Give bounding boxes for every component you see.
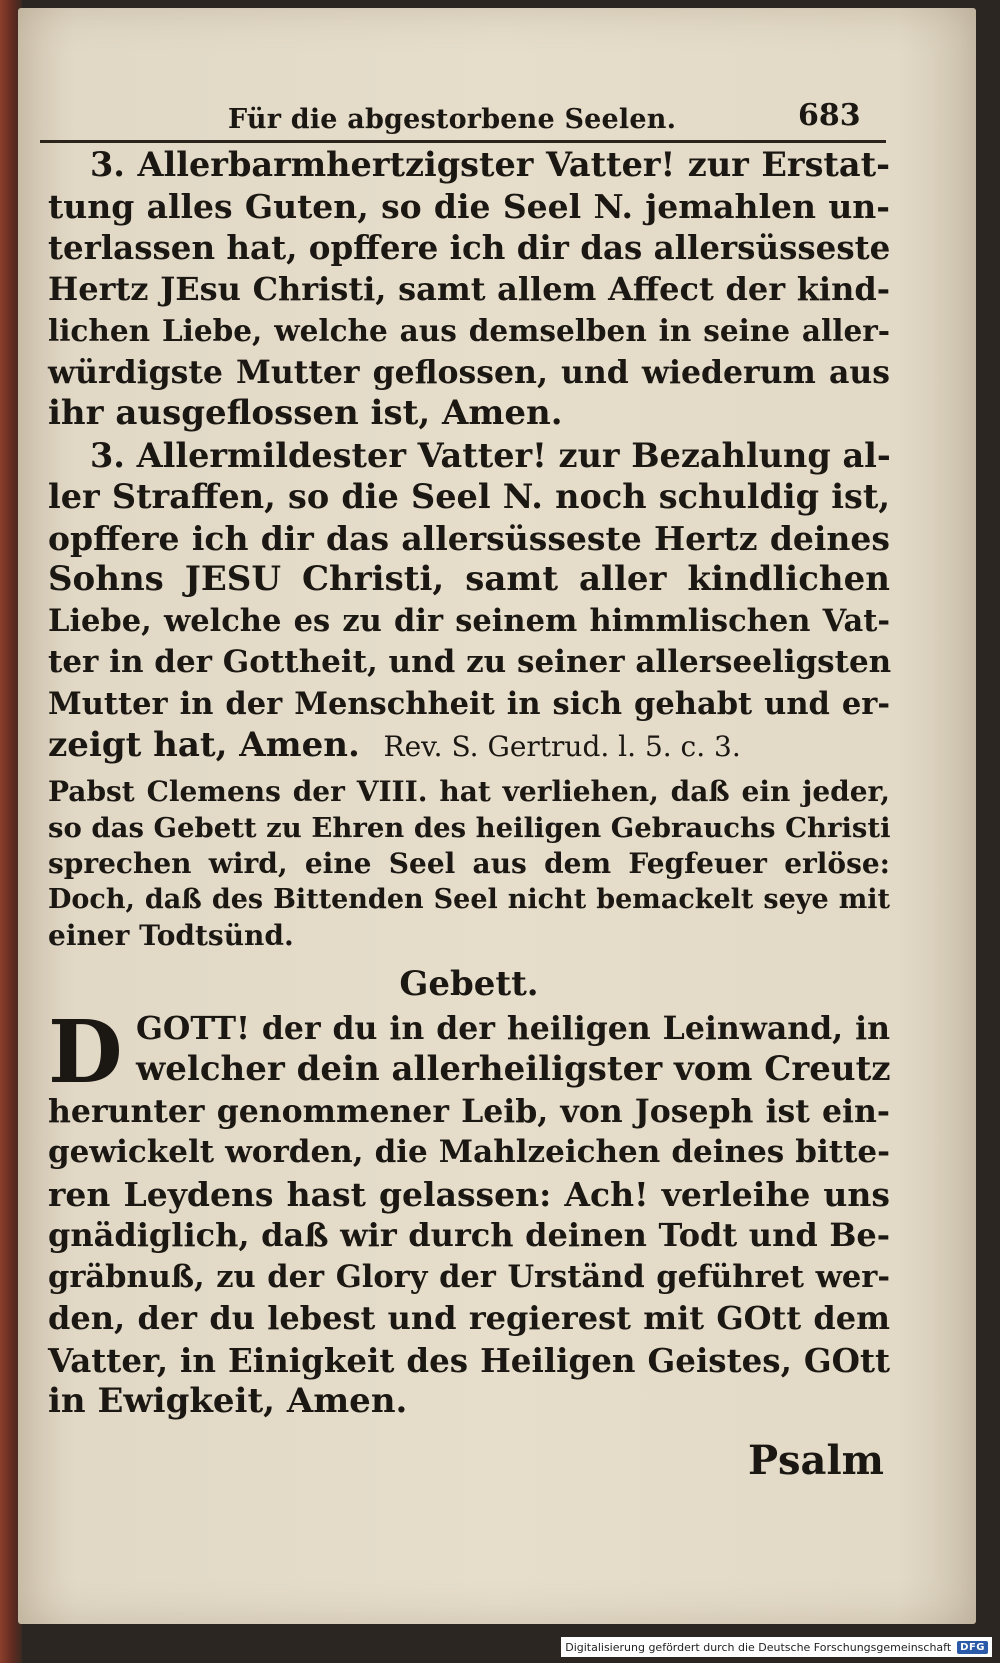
text-line: ihr ausgeflossen ist, Amen. [48, 393, 563, 433]
text-line: Mutter in der Menschheit in sich gehabt und er- [48, 685, 890, 722]
digitization-footer [561, 1637, 992, 1657]
footer-credit: Digitalisierung gefördert durch die Deutsche Forschungsgemeinschaft [565, 1640, 952, 1654]
prayer-line: GOTT! der du in der heiligen Leinwand, in [136, 1009, 890, 1047]
paragraph-2 [48, 435, 890, 768]
note-line: sprechen wird, eine Seel aus dem Fegfeuer erlöse: [48, 846, 890, 880]
text-line: Hertz JEsu Christi, samt allem Affect der kind- [48, 269, 890, 308]
prayer-line: gräbnuß, zu der Glory der Urständ geführet wer- [48, 1258, 890, 1295]
note-line: einer Todtsünd. [48, 918, 294, 952]
book-page [18, 8, 976, 1624]
text-line-with-reference [48, 725, 890, 768]
paragraph-1 [48, 144, 890, 435]
page-number: 683 [798, 98, 861, 133]
text-line: ter in der Gottheit, und zu seiner allerseeligsten [48, 644, 892, 680]
text-line: Sohns JESU Christi, samt aller kindlichen [48, 559, 890, 599]
text-line: ler Straffen, so die Seel N. noch schuldig ist, [48, 477, 890, 516]
note-line: Pabst Clemens der VIII. hat verliehen, daß ein jeder, [48, 774, 890, 808]
catchword: Psalm [747, 1436, 884, 1484]
text-line: zeigt hat, Amen. [48, 725, 360, 765]
header-rule [40, 140, 886, 143]
source-reference: Rev. S. Gertrud. l. 5. c. 3. [383, 730, 741, 763]
body-text [48, 144, 890, 1484]
text-line: 3. Allerbarmhertzigster Vatter! zur Erstat- [90, 145, 890, 184]
text-line: würdigste Mutter geflossen, und wiederum aus [48, 353, 890, 391]
prayer-line: gewickelt worden, die Mahlzeichen deines bitte- [48, 1134, 890, 1170]
text-line: Liebe, welche es zu dir seinem himmlischen Vat- [48, 602, 890, 639]
text-line: 3. Allermildester Vatter! zur Bezahlung al- [90, 435, 891, 475]
prayer-line: Vatter, in Einigkeit des Heiligen Geistes, GOtt [48, 1340, 890, 1380]
text-line: tung alles Guten, so die Seel N. jemahlen un- [48, 186, 890, 226]
prayer-line: in Ewigkeit, Amen. [48, 1381, 408, 1421]
dfg-logo-icon: DFG [957, 1641, 988, 1654]
prayer-line: gnädiglich, daß wir durch deinen Todt und Be- [48, 1216, 890, 1254]
prayer-line: welcher dein allerheiligster vom Creutz [136, 1049, 891, 1089]
prayer-line: den, der du lebest und regierest mit GOtt dem [48, 1299, 890, 1337]
section-heading: Gebett. [399, 963, 539, 1004]
prayer-line: ren Leydens hast gelassen: Ach! verleihe uns [48, 1174, 890, 1214]
text-line: opffere ich dir das allersüsseste Hertz deines [48, 518, 890, 558]
note-line: Doch, daß des Bittenden Seel nicht bemackelt seye mit [48, 883, 890, 915]
text-line: lichen Liebe, welche aus demselben in seine aller- [48, 313, 890, 348]
running-header-title: Für die abgestorbene Seelen. [228, 104, 677, 135]
prayer-text [48, 1001, 891, 1423]
drop-cap: D [48, 1001, 123, 1103]
text-line: terlassen hat, opffere ich dir das allersüsseste [48, 228, 891, 267]
indulgence-note [48, 774, 890, 954]
prayer-line: herunter genommener Leib, von Joseph ist ein- [48, 1092, 890, 1130]
note-line: so das Gebett zu Ehren des heiligen Gebrauchs Christi [48, 811, 891, 844]
